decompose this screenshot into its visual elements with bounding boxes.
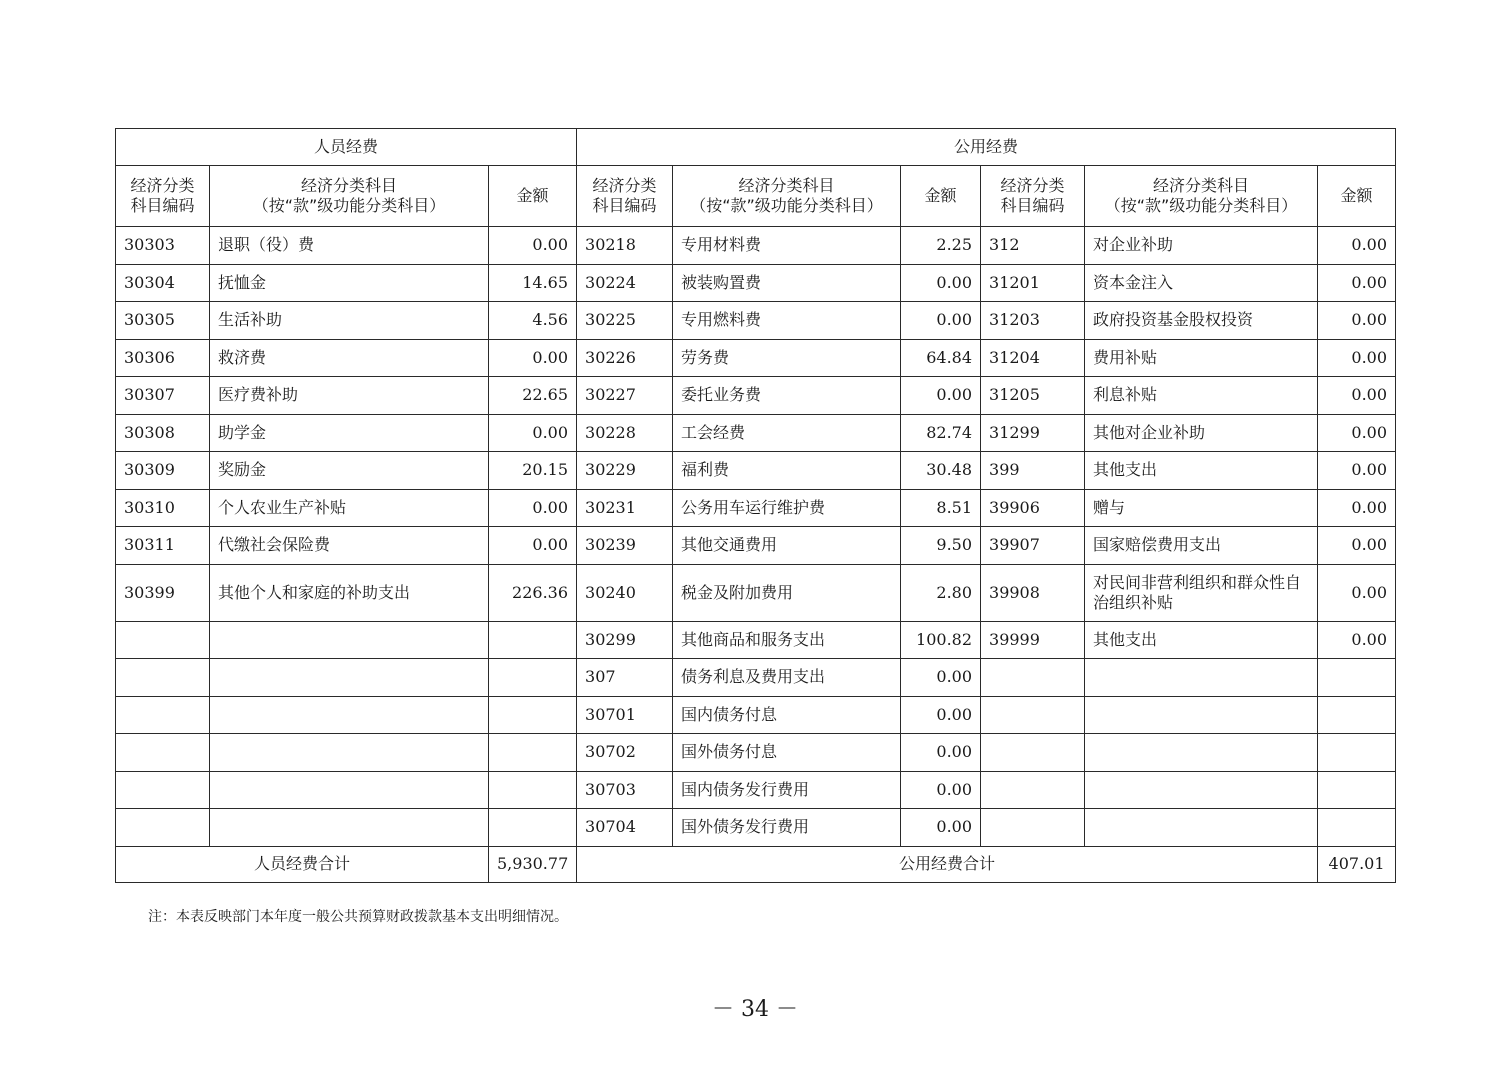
- personnel-code: 30304: [116, 264, 210, 302]
- other-amount: 0.00: [1318, 302, 1396, 340]
- other-code: 31201: [981, 264, 1085, 302]
- goods-name: 税金及附加费用: [673, 564, 901, 621]
- personnel-name: [210, 734, 489, 772]
- table-row: [116, 809, 1396, 847]
- goods-code: 30218: [577, 227, 673, 265]
- other-amount: [1318, 734, 1396, 772]
- section-title-personnel: 人员经费: [116, 129, 577, 166]
- goods-name: 劳务费: [673, 339, 901, 377]
- goods-name: 公务用车运行维护费: [673, 489, 901, 527]
- table-row: [116, 734, 1396, 772]
- goods-amount: 0.00: [901, 264, 981, 302]
- personnel-code: 30308: [116, 414, 210, 452]
- header-code: 经济分类 科目编码: [577, 166, 673, 227]
- personnel-amount: 0.00: [489, 414, 577, 452]
- personnel-amount: 226.36: [489, 564, 577, 621]
- personnel-amount: 4.56: [489, 302, 577, 340]
- other-amount: 0.00: [1318, 339, 1396, 377]
- other-name: 费用补贴: [1085, 339, 1318, 377]
- personnel-name: 奖励金: [210, 452, 489, 490]
- personnel-code: [116, 696, 210, 734]
- personnel-amount: [489, 696, 577, 734]
- table-row: [116, 489, 1396, 527]
- personnel-amount: 0.00: [489, 527, 577, 565]
- goods-amount: 0.00: [901, 659, 981, 697]
- personnel-name: 其他个人和家庭的补助支出: [210, 564, 489, 621]
- goods-code: 30231: [577, 489, 673, 527]
- personnel-amount: 0.00: [489, 339, 577, 377]
- personnel-code: 30311: [116, 527, 210, 565]
- table-row: [116, 264, 1396, 302]
- personnel-amount: 20.15: [489, 452, 577, 490]
- goods-name: 债务利息及费用支出: [673, 659, 901, 697]
- other-amount: 0.00: [1318, 227, 1396, 265]
- goods-name: 其他交通费用: [673, 527, 901, 565]
- other-name: [1085, 696, 1318, 734]
- personnel-amount: 14.65: [489, 264, 577, 302]
- other-amount: 0.00: [1318, 489, 1396, 527]
- goods-code: 30229: [577, 452, 673, 490]
- other-amount: [1318, 809, 1396, 847]
- column-header-row: [116, 166, 1396, 227]
- table-row: [116, 696, 1396, 734]
- other-code: [981, 809, 1085, 847]
- other-name: [1085, 734, 1318, 772]
- personnel-code: [116, 734, 210, 772]
- table-row: [116, 564, 1396, 621]
- personnel-code: 30305: [116, 302, 210, 340]
- other-code: [981, 734, 1085, 772]
- personnel-amount: 0.00: [489, 227, 577, 265]
- goods-code: 30702: [577, 734, 673, 772]
- goods-code: 30240: [577, 564, 673, 621]
- other-name: [1085, 771, 1318, 809]
- public-total-label: 公用经费合计: [577, 846, 1318, 882]
- other-name: 政府投资基金股权投资: [1085, 302, 1318, 340]
- table-row: [116, 659, 1396, 697]
- goods-code: 307: [577, 659, 673, 697]
- other-code: [981, 659, 1085, 697]
- goods-code: 30224: [577, 264, 673, 302]
- table-row: [116, 339, 1396, 377]
- other-code: [981, 771, 1085, 809]
- other-code: 39908: [981, 564, 1085, 621]
- goods-name: 委托业务费: [673, 377, 901, 415]
- other-name: [1085, 809, 1318, 847]
- goods-amount: 0.00: [901, 734, 981, 772]
- goods-amount: 30.48: [901, 452, 981, 490]
- other-name: 赠与: [1085, 489, 1318, 527]
- goods-name: 福利费: [673, 452, 901, 490]
- budget-table: [115, 128, 1396, 883]
- personnel-total-label: 人员经费合计: [116, 846, 489, 882]
- header-amount: 金额: [1318, 166, 1396, 227]
- personnel-name: [210, 809, 489, 847]
- goods-name: 国内债务付息: [673, 696, 901, 734]
- personnel-code: [116, 771, 210, 809]
- personnel-name: 抚恤金: [210, 264, 489, 302]
- personnel-amount: [489, 771, 577, 809]
- header-amount: 金额: [489, 166, 577, 227]
- other-amount: 0.00: [1318, 452, 1396, 490]
- other-code: 399: [981, 452, 1085, 490]
- goods-code: 30227: [577, 377, 673, 415]
- header-code: 经济分类 科目编码: [116, 166, 210, 227]
- goods-name: 其他商品和服务支出: [673, 621, 901, 659]
- other-code: 39999: [981, 621, 1085, 659]
- footnote: 注：本表反映部门本年度一般公共预算财政拨款基本支出明细情况。: [148, 909, 568, 925]
- goods-amount: 2.25: [901, 227, 981, 265]
- goods-amount: 0.00: [901, 377, 981, 415]
- personnel-code: 30399: [116, 564, 210, 621]
- other-code: 31204: [981, 339, 1085, 377]
- other-amount: 0.00: [1318, 564, 1396, 621]
- other-amount: [1318, 696, 1396, 734]
- personnel-name: [210, 621, 489, 659]
- other-amount: 0.00: [1318, 621, 1396, 659]
- other-amount: 0.00: [1318, 264, 1396, 302]
- table-row: [116, 414, 1396, 452]
- personnel-amount: [489, 734, 577, 772]
- other-amount: 0.00: [1318, 414, 1396, 452]
- header-code: 经济分类 科目编码: [981, 166, 1085, 227]
- other-code: [981, 696, 1085, 734]
- other-name: 其他对企业补助: [1085, 414, 1318, 452]
- other-name: 其他支出: [1085, 452, 1318, 490]
- goods-name: 国外债务付息: [673, 734, 901, 772]
- goods-code: 30226: [577, 339, 673, 377]
- personnel-amount: [489, 809, 577, 847]
- other-code: 31203: [981, 302, 1085, 340]
- table-row: [116, 452, 1396, 490]
- goods-amount: 82.74: [901, 414, 981, 452]
- goods-name: 国外债务发行费用: [673, 809, 901, 847]
- other-code: 39906: [981, 489, 1085, 527]
- personnel-code: 30303: [116, 227, 210, 265]
- goods-amount: 100.82: [901, 621, 981, 659]
- section-header-row: [116, 129, 1396, 166]
- personnel-name: 个人农业生产补贴: [210, 489, 489, 527]
- other-code: 31205: [981, 377, 1085, 415]
- total-row: [116, 846, 1396, 882]
- other-amount: [1318, 659, 1396, 697]
- other-name: 利息补贴: [1085, 377, 1318, 415]
- table-row: [116, 227, 1396, 265]
- goods-amount: 2.80: [901, 564, 981, 621]
- goods-code: 30704: [577, 809, 673, 847]
- personnel-name: 生活补助: [210, 302, 489, 340]
- goods-code: 30703: [577, 771, 673, 809]
- personnel-amount: [489, 621, 577, 659]
- other-name: 其他支出: [1085, 621, 1318, 659]
- section-title-public: 公用经费: [577, 129, 1396, 166]
- personnel-amount: [489, 659, 577, 697]
- other-name: 资本金注入: [1085, 264, 1318, 302]
- personnel-name: 退职（役）费: [210, 227, 489, 265]
- goods-code: 30225: [577, 302, 673, 340]
- personnel-code: [116, 809, 210, 847]
- goods-code: 30228: [577, 414, 673, 452]
- goods-amount: 0.00: [901, 771, 981, 809]
- goods-amount: 64.84: [901, 339, 981, 377]
- header-name: 经济分类科目 （按“款”级功能分类科目）: [210, 166, 489, 227]
- personnel-code: 30306: [116, 339, 210, 377]
- other-name: 对企业补助: [1085, 227, 1318, 265]
- other-amount: 0.00: [1318, 377, 1396, 415]
- goods-name: 专用材料费: [673, 227, 901, 265]
- other-amount: 0.00: [1318, 527, 1396, 565]
- header-name: 经济分类科目 （按“款”级功能分类科目）: [673, 166, 901, 227]
- personnel-name: 代缴社会保险费: [210, 527, 489, 565]
- goods-name: 国内债务发行费用: [673, 771, 901, 809]
- goods-code: 30701: [577, 696, 673, 734]
- goods-amount: 8.51: [901, 489, 981, 527]
- goods-amount: 0.00: [901, 809, 981, 847]
- personnel-code: [116, 659, 210, 697]
- goods-code: 30299: [577, 621, 673, 659]
- table-row: [116, 771, 1396, 809]
- personnel-code: 30309: [116, 452, 210, 490]
- public-total-amount: 407.01: [1318, 846, 1396, 882]
- other-code: 312: [981, 227, 1085, 265]
- table-row: [116, 621, 1396, 659]
- other-code: 39907: [981, 527, 1085, 565]
- table-row: [116, 377, 1396, 415]
- personnel-name: [210, 696, 489, 734]
- other-amount: [1318, 771, 1396, 809]
- personnel-code: 30307: [116, 377, 210, 415]
- other-name: 国家赔偿费用支出: [1085, 527, 1318, 565]
- other-name: [1085, 659, 1318, 697]
- personnel-code: [116, 621, 210, 659]
- personnel-name: [210, 771, 489, 809]
- personnel-code: 30310: [116, 489, 210, 527]
- goods-name: 工会经费: [673, 414, 901, 452]
- personnel-total-amount: 5,930.77: [489, 846, 577, 882]
- other-name: 对民间非营利组织和群众性自治组织补贴: [1085, 564, 1318, 621]
- goods-amount: 0.00: [901, 696, 981, 734]
- goods-name: 被装购置费: [673, 264, 901, 302]
- personnel-name: 助学金: [210, 414, 489, 452]
- goods-code: 30239: [577, 527, 673, 565]
- header-amount: 金额: [901, 166, 981, 227]
- other-code: 31299: [981, 414, 1085, 452]
- personnel-name: 医疗费补助: [210, 377, 489, 415]
- header-name: 经济分类科目 （按“款”级功能分类科目）: [1085, 166, 1318, 227]
- table-row: [116, 527, 1396, 565]
- personnel-name: [210, 659, 489, 697]
- personnel-name: 救济费: [210, 339, 489, 377]
- page-number: － 34 －: [712, 997, 798, 1022]
- goods-amount: 0.00: [901, 302, 981, 340]
- table-row: [116, 302, 1396, 340]
- goods-amount: 9.50: [901, 527, 981, 565]
- personnel-amount: 0.00: [489, 489, 577, 527]
- personnel-amount: 22.65: [489, 377, 577, 415]
- goods-name: 专用燃料费: [673, 302, 901, 340]
